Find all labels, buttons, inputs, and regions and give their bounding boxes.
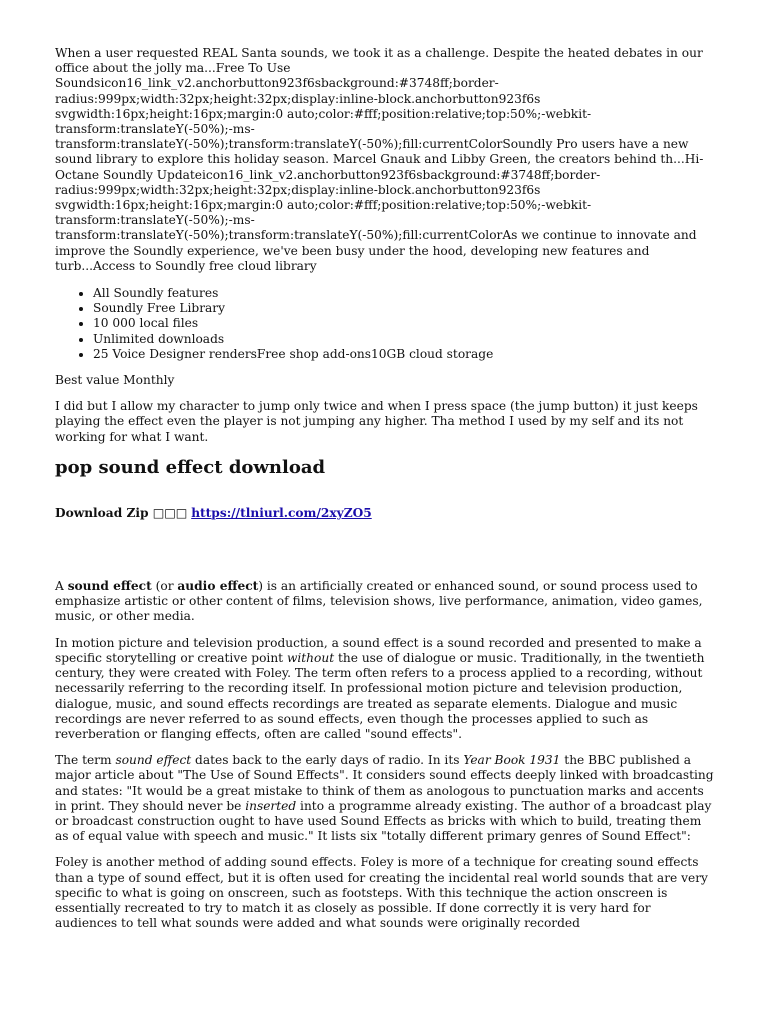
list-item: • Soundly Free Library [93,301,715,316]
text-span: In motion picture and television production, a sound effect is a sound recorded and presented to make a specific storytelling or creative point [55,635,702,665]
list-item: • 25 Voice Designer rendersFree shop add-ons10GB cloud storage [93,347,715,362]
list-item: • 10 000 local files [93,316,715,331]
text-span: dates back to the early days of radio. In its [191,753,464,768]
bold-term: sound effect [67,579,152,594]
italic-term: without [286,650,335,665]
article-paragraph-2 [55,636,715,742]
download-link[interactable]: https://tlniurl.com/2xyZO5 [191,505,372,520]
article-paragraph-4: Foley is another method of adding sound effects. Foley is more of a technique for creating sound effects than a type of sound effect, but it is often used for creating the incidental real world sounds that are very specific to what is going on onscreen, such as footsteps. With this technique the action onscreen is essentially recreated to try to match it as closely as possible. If done correctly it is very hard for audiences to tell what sounds were added and what sounds were originally recorded [55,855,708,931]
italic-term: sound effect [115,753,192,768]
intro-paragraph: When a user requested REAL Santa sounds, we took it as a challenge. Despite the heated debates in our office about the jolly ma...Free To Use Soundsicon16_link_v2.anchorbutton923f6sbackground:#3748ff;border-radius:999px;width:32px;height:32px;display:inline-block.anchorbutton923f6s svgwidth:16px;height:16px;margin:0 auto;color:#fff;position:relative;top:50%;-webkit-transform:translateY(-50%);-ms-transform:translateY(-50%);transform:translateY(-50%);fill:currentColorSoundly Pro users have a new sound library to explore this holiday season. Marcel Gnauk and Libby Green, the creators behind th...Hi-Octane Soundly Updateicon16_link_v2.anchorbutton923f6sbackground:#3748ff;border-radius:999px;width:32px;height:32px;display:inline-block.anchorbutton923f6s svgwidth:16px;height:16px;margin:0 auto;color:#fff;position:relative;top:50%;-webkit-transform:translateY(-50%);-ms-transform:translateY(-50%);transform:translateY(-50%);fill:currentColorAs we continue to innovate and improve the Soundly experience, we've been busy under the hood, developing new features and turb...Access to Soundly free cloud library [55,46,704,273]
bold-term: audio effect [177,579,259,594]
text-span: the BBC published a major article about "The Use of Sound Effects". It considers sound effects deeply linked with broadcasting and states: "It would be a great mistake to think of them as anologous to punctuation marks and accents in print. They should never be [55,753,714,813]
text-span: the use of dialogue or music. Traditionally, in the twentieth century, they were created with Foley. The term often refers to a process applied to a recording, without necessarily referring to the recording itself. In professional motion picture and television production, dialogue, music, and sound effects recordings are treated as separate elements. Dialogue and music recordings are never referred to as sound effects, even though the processes applied to such as reverberation or flanging effects, often are called "sound effects". [55,650,705,741]
download-line [55,506,715,521]
article-paragraph-3 [55,753,715,844]
text-span: ) is an artificially created or enhanced sound, or sound process used to emphasize artistic or other content of films, television shows, live performance, animation, video games, music, or other media. [55,579,703,624]
page-heading: pop sound effect download [55,456,326,478]
text-span: (or [151,579,178,594]
text-span: into a programme already existing. The author of a broadcast play or broadcast construction ought to have used Sound Effects as bricks with which to build, treating them as of equal value with speech and music." It lists six "totally different primary genres of Sound Effect": [55,798,712,844]
feature-list [55,286,715,362]
italic-term: Year Book 1931 [463,753,561,768]
download-label: Download Zip □□□ [55,505,188,520]
list-item: • All Soundly features [93,286,715,301]
italic-term: inserted [245,798,297,813]
text-span: The term [55,753,116,768]
spacer [55,521,715,579]
comment-paragraph: I did but I allow my character to jump only twice and when I press space (the jump button) it just keeps playing the effect even the player is not jumping any higher. Tha method I used by my self and its not working for what I want. [55,399,698,444]
article-paragraph-1 [55,579,715,625]
text-span: A [55,579,68,594]
list-item: • Unlimited downloads [93,332,715,347]
best-value-text: Best value Monthly [55,373,175,388]
